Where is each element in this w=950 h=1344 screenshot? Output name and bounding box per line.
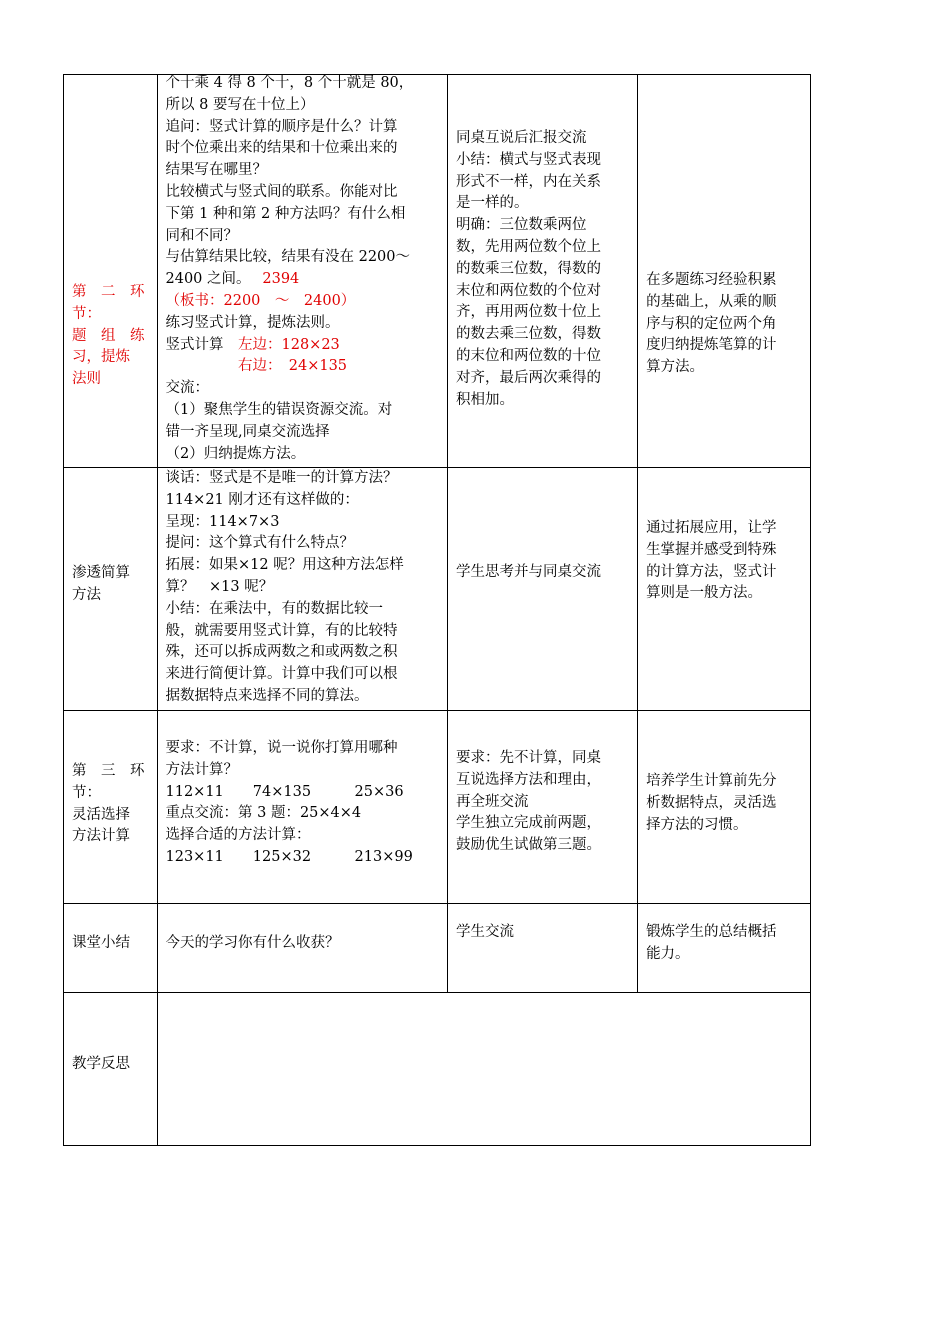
student-activity-text [448, 904, 637, 944]
text-line: 的计算方法，竖式计 [646, 563, 777, 580]
text-line: 数，先用两位数个位上 [456, 238, 602, 255]
text-line: 的数去乘三位数，得数 [456, 326, 602, 343]
estimate-text: 2400 之间。 [165, 271, 244, 288]
text-line [166, 356, 441, 378]
design-intent-cell [638, 468, 811, 711]
stage-line: 渗透简算 [72, 565, 130, 581]
text-line: 锻炼学生的总结概括 [646, 924, 777, 940]
table-row-reflection [64, 993, 811, 1146]
text-line: 算？ ×13 呢？ [165, 578, 274, 595]
text-line: 的数乘三位数，得数的 [456, 260, 602, 277]
stage-label [64, 75, 157, 391]
stage-line: 第 三 环 [72, 763, 145, 779]
text-line: 方法计算？ [165, 761, 238, 778]
student-activity-cell [448, 75, 638, 468]
stage-cell [64, 993, 158, 1146]
text-line: 度归纳提炼笔算的计 [646, 337, 777, 354]
text-line: 鼓励优生试做第三题。 [456, 837, 602, 854]
text-line: 与估算结果比较，结果有没在 2200～ [165, 249, 411, 266]
stage-cell [64, 75, 158, 468]
text-line [166, 335, 441, 357]
text-line: 生掌握并感受到特殊 [646, 541, 777, 558]
design-intent-text [638, 468, 810, 605]
text-line: 析数据特点，灵活选 [646, 794, 777, 811]
text-line: 据数据特点来选择不同的算法。 [165, 687, 369, 704]
table-row-stage-two [64, 75, 811, 468]
student-activity-cell [448, 468, 638, 711]
teacher-activity-text [158, 904, 448, 955]
text-line: 的末位和两位数的十位 [456, 347, 602, 364]
text-line [166, 269, 441, 291]
stage-line: 课堂小结 [72, 935, 130, 951]
text-line: 112×11 74×135 25×36 [165, 783, 404, 800]
stage-line: 灵活选择 [72, 806, 130, 823]
stage-line: 节： [72, 784, 101, 801]
student-activity-text [448, 468, 637, 584]
text-line: 小结：在乘法中，有的数据比较一 [165, 600, 383, 617]
text-line: 同桌互说后汇报交流 [456, 130, 587, 146]
text-line: 提问：这个算式有什么特点？ [165, 535, 354, 552]
text-line: 算则是一般方法。 [646, 585, 763, 602]
stage-line: 方法 [72, 586, 101, 603]
design-intent-cell [638, 711, 811, 904]
design-intent-cell [638, 75, 811, 468]
text-line: 结果写在哪里？ [165, 162, 267, 179]
text-line: 互说选择方法和理由， [456, 771, 602, 788]
teacher-activity-text [158, 73, 448, 465]
stage-label [64, 904, 157, 955]
text-line: 谈话：竖式是不是唯一的计算方法？ [165, 470, 398, 486]
text-line: 时个位乘出来的结果和十位乘出来的 [165, 140, 398, 157]
text-line: 交流： [165, 380, 209, 397]
text-line: 今天的学习你有什么收获？ [165, 935, 340, 951]
design-intent-cell [638, 904, 811, 993]
text-line: 择方法的习惯。 [646, 816, 748, 833]
text-line: 对齐，最后两次乘得的 [456, 369, 602, 386]
table-row-stage-three [64, 711, 811, 904]
stage-label [64, 468, 157, 607]
text-line: 123×11 125×32 213×99 [165, 848, 413, 865]
text-line: 错一齐呈现,同桌交流选择 [165, 423, 330, 440]
text-line: 学生思考并与同桌交流 [456, 564, 602, 580]
stage-label [64, 711, 157, 848]
text-line: 比较横式与竖式间的联系。你能对比 [165, 183, 398, 200]
text-line: 个十乘 4 得 8 个十，8 个十就是 80， [165, 75, 414, 91]
text-line: 下第 1 种和第 2 种方法吗？有什么相 [165, 205, 406, 222]
text-line: 明确：三位数乘两位 [456, 217, 587, 234]
teacher-activity-cell [157, 711, 448, 904]
design-intent-text [638, 904, 810, 966]
right-problem: 右边： 24×135 [238, 358, 348, 375]
stage-line: 第 二 环 [72, 284, 145, 300]
text-line: 末位和两位数的个位对 [456, 282, 602, 299]
teacher-activity-cell [157, 904, 448, 993]
text-line: 追问：竖式计算的顺序是什么？计算 [165, 118, 398, 135]
student-activity-cell [448, 904, 638, 993]
text-line: 齐，再用两位数十位上 [456, 304, 602, 321]
stage-cell [64, 711, 158, 904]
student-activity-text [448, 75, 637, 411]
text-line: 学生独立完成前两题， [456, 815, 602, 832]
text-line: 拓展：如果×12 呢？用这种方法怎样 [165, 557, 404, 574]
student-activity-text [448, 711, 637, 857]
text-line: 算方法。 [646, 359, 705, 376]
stage-cell [64, 904, 158, 993]
text-line: 同和不同？ [165, 227, 238, 244]
teacher-activity-text [158, 468, 448, 708]
text-line: 再全班交流 [456, 793, 529, 810]
stage-line: 教学反思 [72, 1056, 130, 1072]
text-line: 要求：先不计算，同桌 [456, 750, 602, 766]
text-line: 重点交流：第 3 题：25×4×4 [165, 805, 362, 822]
teacher-activity-text [158, 711, 448, 869]
text-line: 形式不一样，内在关系 [456, 173, 602, 190]
table-row-summary [64, 904, 811, 993]
text-line: 在多题练习经验积累 [646, 272, 777, 288]
text-line: 是一样的。 [456, 195, 529, 212]
stage-line: 节： [72, 305, 101, 322]
text-line: 选择合适的方法计算： [165, 827, 311, 844]
text-line: 呈现：114×7×3 [165, 513, 280, 530]
text-line: 练习竖式计算，提炼法则。 [165, 314, 340, 331]
design-intent-text [638, 711, 810, 836]
text-line: 要求：不计算，说一说你打算用哪种 [165, 740, 398, 756]
text-line: 学生交流 [456, 924, 515, 940]
text-line: 所以 8 要写在十位上） [165, 96, 315, 113]
text-line: 培养学生计算前先分 [646, 773, 777, 789]
vertical-label: 竖式计算 [165, 336, 224, 353]
stage-cell [64, 468, 158, 711]
text-line: 积相加。 [456, 391, 515, 408]
stage-line: 题 组 练 [72, 327, 145, 344]
text-line: （1）聚焦学生的错误资源交流。对 [165, 401, 393, 418]
design-intent-text [638, 75, 810, 379]
text-line: 来进行简便计算。计算中我们可以根 [165, 666, 398, 683]
left-problem: 左边：128×23 [238, 336, 340, 353]
text-line: 小结：横式与竖式表现 [456, 151, 602, 168]
stage-line: 习，提炼 [72, 349, 130, 366]
stage-line: 法则 [72, 371, 101, 388]
text-line: 的基础上，从乘的顺 [646, 293, 777, 310]
stage-line: 方法计算 [72, 828, 130, 845]
table-row-simplified-calc [64, 468, 811, 711]
lesson-plan-table [63, 74, 811, 1146]
board-note: （板书：2200 ～ 2400） [165, 292, 356, 309]
text-line: 序与积的定位两个角 [646, 315, 777, 332]
text-line: （2）归纳提炼方法。 [165, 445, 306, 462]
text-line: 通过拓展应用，让学 [646, 520, 777, 536]
text-line: 般，就需要用竖式计算，有的比较特 [165, 622, 398, 639]
reflection-content-cell [157, 993, 811, 1146]
text-line: 114×21 刚才还有这样做的： [165, 491, 359, 508]
teacher-activity-cell [157, 75, 448, 468]
result-value: 2394 [262, 271, 300, 288]
text-line: 能力。 [646, 945, 690, 962]
student-activity-cell [448, 711, 638, 904]
stage-label [64, 993, 157, 1076]
teacher-activity-cell [157, 468, 448, 711]
text-line: 殊，还可以拆成两数之和或两数之积 [165, 644, 398, 661]
